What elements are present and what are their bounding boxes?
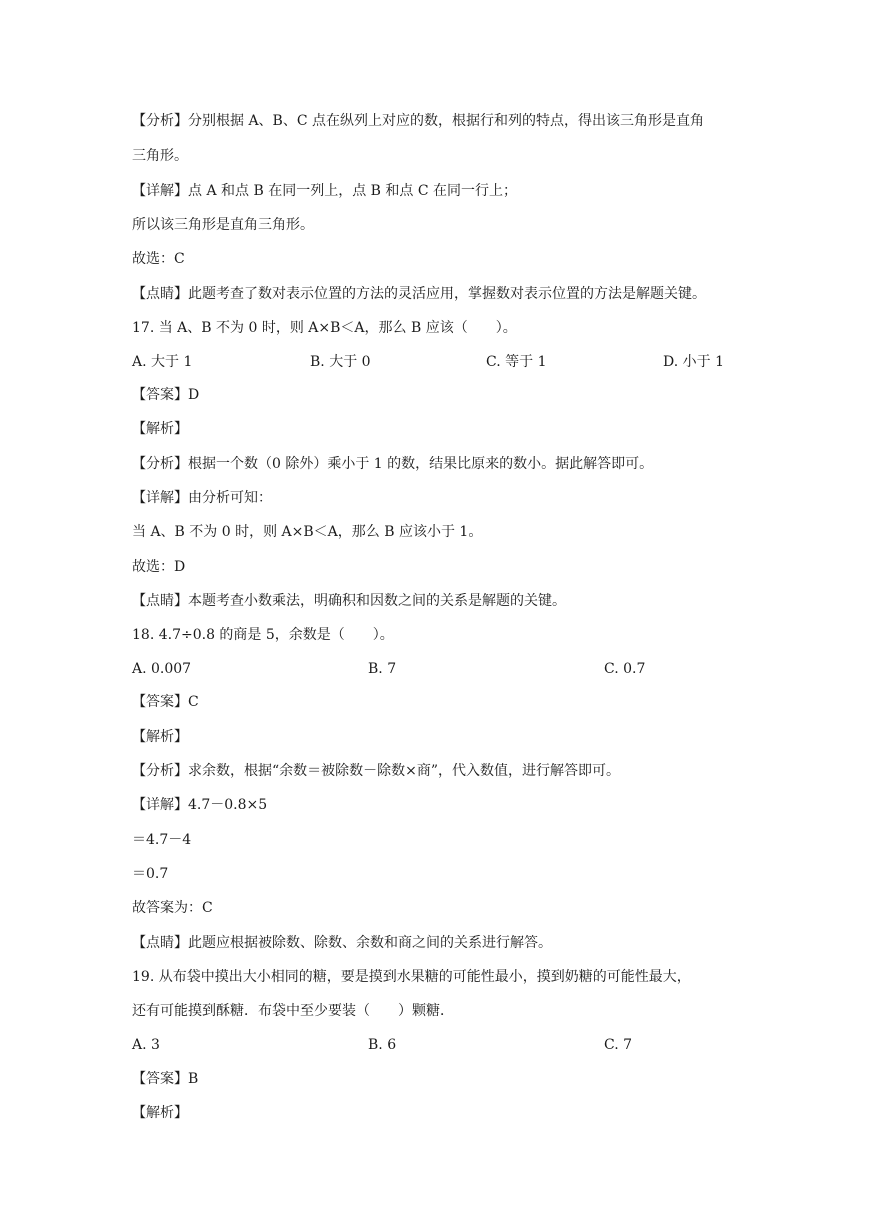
- answer-line: 【答案】B: [132, 1071, 199, 1087]
- detail-line: 【详解】点 A 和点 B 在同一列上，点 B 和点 C 在同一行上；: [132, 183, 517, 199]
- solution-heading: 【解析】: [132, 1105, 188, 1121]
- comment-line: 【点睛】此题应根据被除数、除数、余数和商之间的关系进行解答。: [132, 935, 552, 951]
- comment-line: 【点睛】此题考查了数对表示位置的方法的灵活应用，掌握数对表示位置的方法是解题关键。: [132, 286, 706, 302]
- detail-line: 【详解】4.7－0.8×5: [132, 797, 268, 813]
- solution-heading: 【解析】: [132, 729, 188, 745]
- option-b: B. 6: [368, 1037, 397, 1053]
- analysis-line: 【分析】根据一个数（0 除外）乘小于 1 的数，结果比原来的数小。据此解答即可。: [132, 456, 654, 472]
- choice-line: 故选：C: [132, 251, 185, 267]
- option-a: A. 大于 1: [132, 354, 193, 370]
- detail-line: 当 A、B 不为 0 时，则 A×B＜A，那么 B 应该小于 1。: [132, 524, 483, 540]
- question-19: 19. 从布袋中摸出大小相同的糖，要是摸到水果糖的可能性最小，摸到奶糖的可能性最大，: [132, 969, 691, 985]
- solution-heading: 【解析】: [132, 421, 188, 437]
- question-18: 18. 4.7÷0.8 的商是 5，余数是（ ）。: [132, 627, 394, 643]
- choice-line: 故选：D: [132, 559, 186, 575]
- option-b: B. 大于 0: [310, 354, 371, 370]
- analysis-line: 【分析】分别根据 A、B、C 点在纵列上对应的数，根据行和列的特点，得出该三角形是直角: [132, 113, 705, 129]
- calc-line: ＝0.7: [132, 866, 169, 882]
- option-b: B. 7: [368, 661, 397, 677]
- choice-line: 故答案为：C: [132, 900, 213, 916]
- detail-line: 【详解】由分析可知：: [132, 490, 272, 506]
- option-d: D. 小于 1: [663, 354, 724, 370]
- option-c: C. 等于 1: [486, 354, 547, 370]
- analysis-line-continued: 三角形。: [132, 148, 188, 164]
- option-a: A. 0.007: [132, 661, 192, 677]
- comment-line: 【点睛】本题考查小数乘法，明确积和因数之间的关系是解题的关键。: [132, 593, 566, 609]
- detail-line: 所以该三角形是直角三角形。: [132, 217, 314, 233]
- question-19-continued: 还有可能摸到酥糖．布袋中至少要装（ ）颗糖．: [132, 1003, 454, 1019]
- option-c: C. 0.7: [604, 661, 646, 677]
- analysis-line: 【分析】求余数，根据“余数＝被除数－除数×商”，代入数值，进行解答即可。: [132, 763, 621, 779]
- question-17: 17. 当 A、B 不为 0 时，则 A×B＜A，那么 B 应该（ ）。: [132, 320, 517, 336]
- option-c: C. 7: [604, 1037, 633, 1053]
- calc-line: ＝4.7－4: [132, 832, 192, 848]
- option-a: A. 3: [132, 1037, 160, 1053]
- answer-line: 【答案】D: [132, 387, 200, 403]
- answer-line: 【答案】C: [132, 694, 199, 710]
